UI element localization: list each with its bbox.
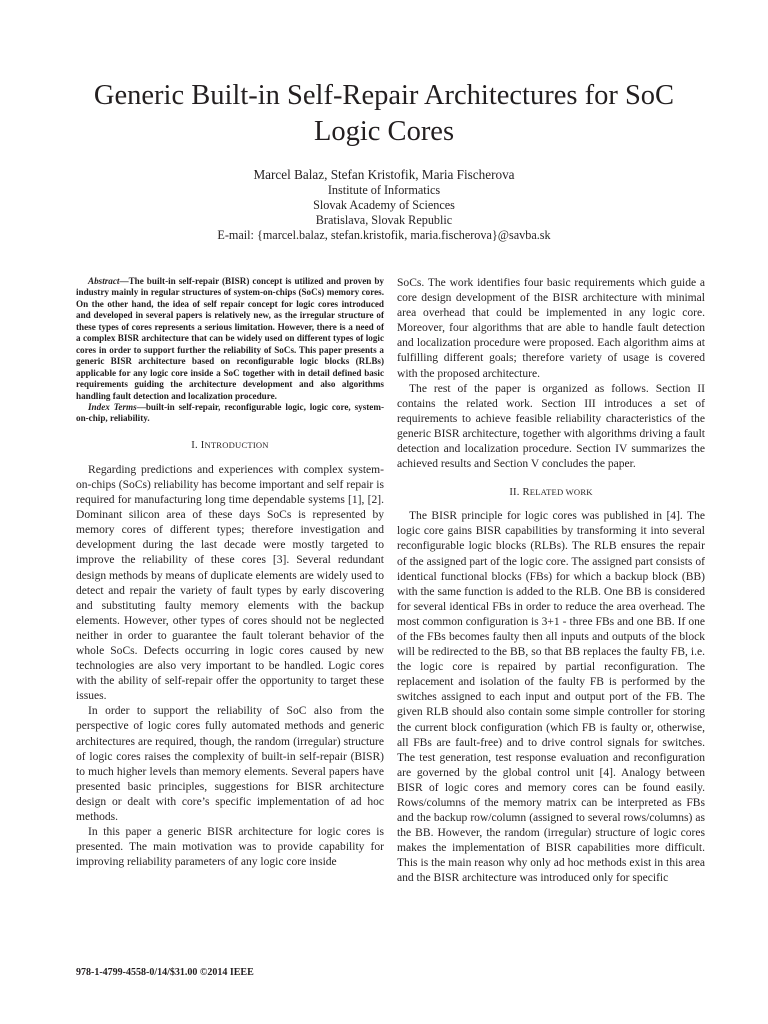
- intro-continuation-paragraph: SoCs. The work identifies four basic requirements which guide a core design development of the BISR architecture with minimal area overhead that could be implemented in any logic core. Moreover, four algorithms that are able to handle fault detection and localization procedure were proposed. Each algorithm aims at fulfilling different goals; therefore variety of usage is covered with the proposed architecture.: [397, 277, 705, 380]
- section-heading-introduction: [76, 439, 384, 452]
- copyright-footer: 978-1-4799-4558-0/14/$31.00 ©2014 IEEE: [76, 967, 254, 978]
- intro-paragraph-3: In this paper a generic BISR architecture for logic cores is presented. The main motivation was to provide capability for improving reliability parameters of any logic core inside: [76, 826, 384, 869]
- section-heading-related-work: [397, 486, 705, 499]
- right-column: [397, 276, 705, 887]
- paper-title-line-2: Logic Cores: [313, 116, 455, 147]
- related-work-paragraph: The BISR principle for logic cores was published in [4]. The logic core gains BISR capabilities by transforming it into several reconfigurable logic blocks (RLBs). The RLB ensures the repair of the assigned part of the logic core. The assigned part consists of identical functional blocks (FBs) for which a backup block (BB) with the same function is added to the RLB. One BB is considered for several identical FBs in order to reduce the area overhead. The most common configuration is 3+1 - three FBs and one BB. If one of the FBs becomes faulty then all inputs and outputs of the block will be redirected to the BB, so that BB replaces the faulty FB, i.e. the logic core is repaired by partial reconfiguration. The replacement and isolation of the faulty FB is performed by the switches assigned to each input and output port of the FB. The given RLB should also contain some simple controller for storing the current block configuration (which FB is faulty or, otherwise, all FBs are fault-free) and to drive control signals for switches. The test generation, test response evaluation and reconfiguration are governed by the global control unit [4]. Analogy between BISR of logic cores and memory cores can be found easily. Rows/columns of the memory matrix can be interpreted as FBs and the backup row/column (assigned to several rows/columns) as the BB. However, the random (irregular) structure of logic cores makes the implementation of BISR capabilities more difficult. This is the main reason why only ad hoc methods exist in this area and the BISR architecture was introduced only for specific: [397, 510, 705, 885]
- affiliation-institute: Institute of Informatics: [327, 183, 441, 197]
- abstract-label: Abstract: [88, 276, 120, 286]
- affiliation-block: [0, 183, 768, 243]
- abstract-paragraph: [76, 276, 384, 402]
- organization-paragraph: The rest of the paper is organized as follows. Section II contains the related work. Section III introduces a set of requirements to achieve feasible reliability characteristics of the generic BISR architecture, together with algorithms driving a fault detection and localization procedure. Section IV summarizes the achieved results and Section V concludes the paper.: [397, 382, 705, 471]
- paper-title-line-1: Generic Built-in Self-Repair Architectures for SoC: [93, 80, 675, 111]
- index-terms-label: Index Terms: [88, 401, 137, 412]
- index-terms-text: —built-in self-repair, reconfigurable logic, logic core, system-on-chip, reliability.: [76, 401, 384, 424]
- section-heading-numeral: I. I: [191, 439, 205, 451]
- affiliation-academy: Slovak Academy of Sciences: [313, 198, 455, 212]
- section-heading-smallcaps: ELATED WORK: [529, 487, 593, 498]
- affiliation-email: E-mail: {marcel.balaz, stefan.kristofik, maria.fischerova}@savba.sk: [217, 228, 551, 242]
- intro-paragraph-2: In order to support the reliability of SoC also from the perspective of logic cores fully automated methods and generic architectures are required, though, the random (irregular) structure of logic cores raises the complexity of built-in self-repair (BISR) to much higher levels than memory elements. Several papers have presented basic principles, suggestions for BISR architecture design or dealt with core’s specific implementation of ad hoc methods.: [76, 705, 384, 824]
- paper-title: [40, 78, 728, 150]
- author-list: Marcel Balaz, Stefan Kristofik, Maria Fischerova: [253, 167, 515, 182]
- index-terms-paragraph: [76, 402, 384, 425]
- affiliation-location: Bratislava, Slovak Republic: [315, 213, 453, 227]
- abstract-text: —The built-in self-repair (BISR) concept is utilized and proven by industry mainly in regular structures of system-on-chips (SoCs) memory cores. On the other hand, the idea of self repair concept for logic cores introduced and developed in several papers is relatively new, as the irregular structure of these types of cores represents a serious limitation. However, there is a need of a complex BISR architecture that can be widely used on different types of logic cores in order to support further the reliability of SoCs. This paper presents a generic BISR architecture based on reconfigurable logic blocks (RLBs) applicable for any logic core inside a SoC together with in detail defined basic requirements guiding the architecture development and also algorithms handling fault detection and localization procedure.: [76, 276, 384, 401]
- left-column: [76, 276, 384, 870]
- section-heading-smallcaps: NTRODUCTION: [204, 439, 269, 450]
- section-heading-numeral: II. R: [509, 487, 530, 499]
- intro-paragraph-1: Regarding predictions and experiences with complex system-on-chips (SoCs) reliability has become important and self repair is required for manufacturing long time dependable systems [1], [2]. Dominant silicon area of these days SoCs is represented by memory cores of different types; therefore investigation and development during the last decade were mostly targeted to improve the reliability of these cores [3]. Several redundant design methods by means of duplicate elements are widely used to detect and repair the variety of fault types by early discovering and substituting faulty memory elements with the backup elements. However, other types of cores should not be neglected neither in order to guarantee the fault tolerant behavior of the whole SoCs. Defects occurring in logic cores caused by new technologies are also very important to be handled. Logic cores with the ability of self-repair offer the opportunity to target these issues.: [76, 463, 384, 703]
